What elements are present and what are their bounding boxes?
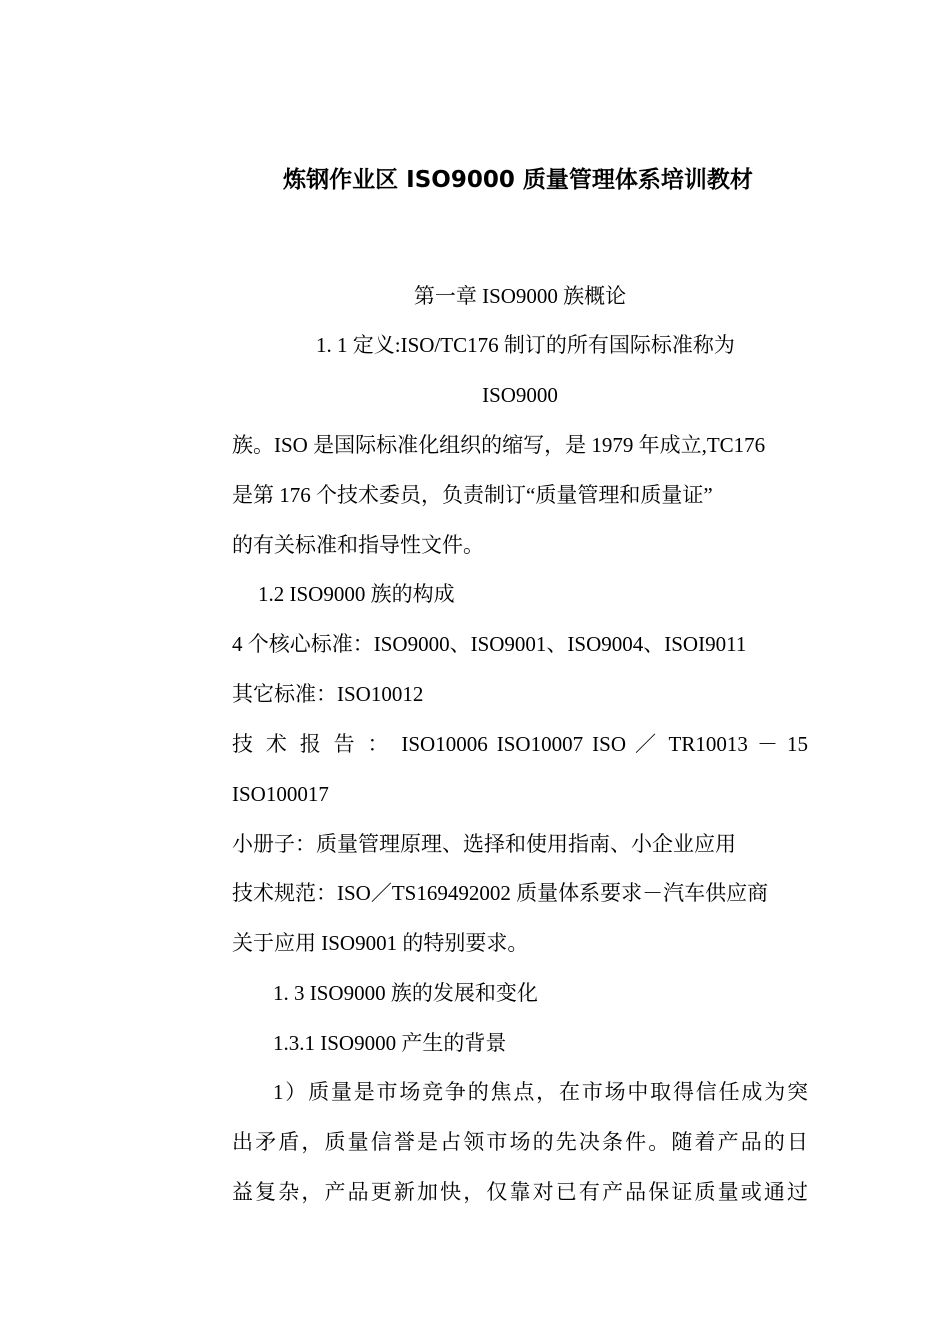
definition-term-line: ISO9000 xyxy=(482,383,558,407)
body-line: 关于应用 ISO9001 的特别要求。 xyxy=(232,931,529,955)
body-line: 1）质量是市场竞争的焦点，在市场中取得信任成为突 xyxy=(273,1080,808,1104)
body-line: 小册子：质量管理原理、选择和使用指南、小企业应用 xyxy=(232,832,736,856)
body-line: 族。ISO 是国际标准化组织的缩写，是 1979 年成立,TC176 xyxy=(232,433,766,457)
body-line: 其它标准：ISO10012 xyxy=(232,682,424,706)
body-line: 益复杂，产品更新加快，仅靠对已有产品保证质量或通过 xyxy=(232,1180,808,1204)
section-heading: 1.2 ISO9000 族的构成 xyxy=(258,582,455,606)
body-line: 技术规范：ISO／TS169492002 质量体系要求－汽车供应商 xyxy=(232,881,769,905)
body-line: ISO100017 xyxy=(232,782,329,806)
body-line: 4 个核心标准：ISO9000、ISO9001、ISO9004、ISOI9011 xyxy=(232,632,747,656)
body-line: 出矛盾，质量信誉是占领市场的先决条件。随着产品的日 xyxy=(232,1130,808,1154)
section-heading: 1. 3 ISO9000 族的发展和变化 xyxy=(273,981,538,1005)
body-line: 是第 176 个技术委员，负责制订“质量管理和质量证” xyxy=(232,483,713,507)
document-title: 炼钢作业区 ISO9000 质量管理体系培训教材 xyxy=(283,167,753,193)
subsection-heading: 1.3.1 ISO9000 产生的背景 xyxy=(273,1031,507,1055)
chapter-heading: 第一章 ISO9000 族概论 xyxy=(413,284,627,308)
body-line: 的有关标准和指导性文件。 xyxy=(232,533,484,557)
definition-line: 1. 1 定义:ISO/TC176 制订的所有国际标准称为 xyxy=(316,333,735,357)
body-line: 技 术 报 告 ： ISO10006 ISO10007 ISO ／ TR10013 － 15 xyxy=(232,732,808,756)
